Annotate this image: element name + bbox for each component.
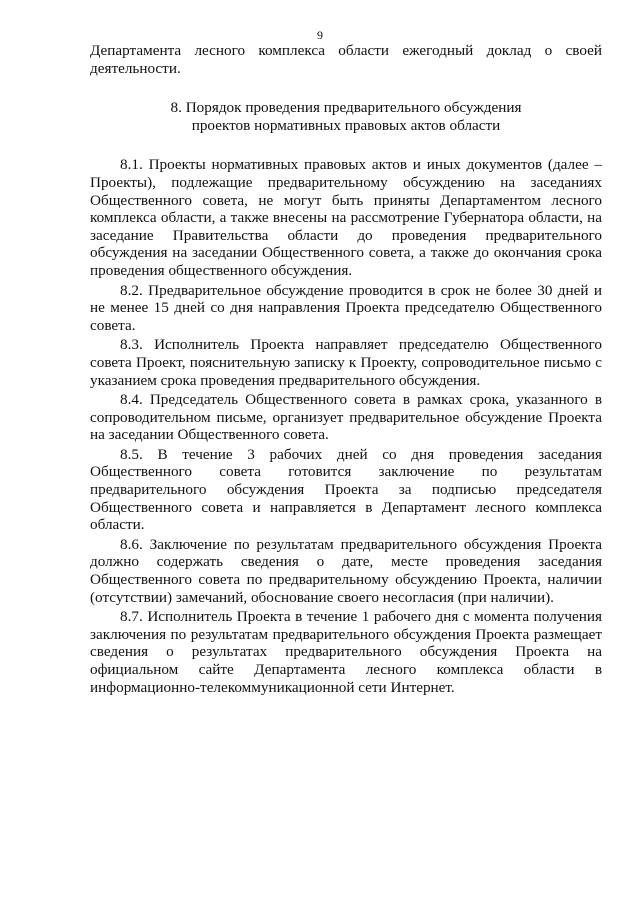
page-number: 9	[317, 28, 323, 42]
section-title-line-2: проектов нормативных правовых актов области	[191, 116, 501, 134]
paragraph-8-5: 8.5. В течение 3 рабочих дней со дня проведения заседания Общественного совета готовится заключение по результатам предварительного обсуждения Проекта за подписью председателя Общественного совета и направляется в Департамент лесного комплекса области.	[90, 445, 602, 534]
paragraph-8-4: 8.4. Председатель Общественного совета в рамках срока, указанного в сопроводительном письме, организует предварительное обсуждение Проекта на заседании Общественного совета.	[90, 391, 602, 444]
paragraph-8-1: 8.1. Проекты нормативных правовых актов и иных документов (далее – Проекты), подлежащие предварительному обсуждению на заседаниях Общественного совета, не могут быть приняты Департаментом лесного комплекса области, а также внесены на рассмотрение Губернатора области, на заседание Правительства области до проведения предварительного обсуждения на заседании Общественного совета, а также до окончания срока проведения общественного обсуждения.	[90, 156, 602, 279]
paragraph-8-7: 8.7. Исполнитель Проекта в течение 1 рабочего дня с момента получения заключения по результатам предварительного обсуждения Проекта размещает сведения о результатах предварительного обсуждения Проекта на официальном сайте Департамента лесного комплекса области в информационно-телекоммуникационной сети Интернет.	[90, 608, 602, 696]
paragraph-8-2: 8.2. Предварительное обсуждение проводится в срок не более 30 дней и не менее 15 дней со дня направления Проекта председателю Общественного совета.	[90, 281, 602, 334]
section-heading	[90, 99, 602, 134]
section-title-line-1: 8. Порядок проведения предварительного обсуждения	[170, 99, 522, 117]
paragraph-8-6: 8.6. Заключение по результатам предварительного обсуждения Проекта должно содержать сведения о дате, месте проведения заседания Общественного совета по предварительному обсуждению Проекта, наличии (отсутствии) замечаний, обоснование своего несогласия (при наличии).	[90, 535, 602, 606]
paragraph-8-3: 8.3. Исполнитель Проекта направляет председателю Общественного совета Проект, пояснительную записку к Проекту, сопроводительное письмо с указанием срока проведения предварительного обсуждения.	[90, 336, 602, 389]
document-body	[90, 42, 602, 696]
intro-paragraph: Департамента лесного комплекса области ежегодный доклад о своей деятельности.	[90, 42, 602, 77]
